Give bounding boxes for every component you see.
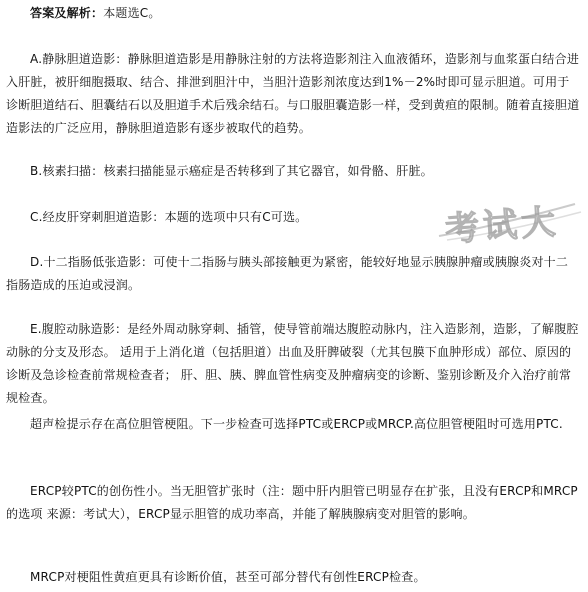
answer-text: 本题选C。: [103, 6, 161, 20]
paragraph-ultrasound: 超声检提示存在高位胆管梗阻。下一步检查可选择PTC或ERCP或MRCP.高位胆管梗阻时可选用PTC.: [30, 417, 563, 431]
paragraph-option-c: C.经皮肝穿刺胆道造影：本题的选项中只有C可选。: [30, 210, 308, 224]
answer-label: 答案及解析：: [30, 6, 104, 20]
paragraph-mrcp: MRCP对梗阻性黄疸更具有诊断价值，甚至可部分替代有创性ERCP检查。: [30, 570, 426, 584]
watermark-text: 考试大: [443, 202, 561, 250]
paragraph-option-d: D.十二指肠低张造影：可使十二指肠与胰头部接触更为紧密，能较好地显示胰腺肿瘤或胰腺炎对十二指肠造成的压迫或浸润。: [6, 255, 569, 292]
paragraph-option-a: A.静脉胆道造影：静脉胆道造影是用静脉注射的方法将造影剂注入血液循环，造影剂与血浆蛋白结合进入肝脏，被肝细胞摄取、结合、排泄到胆汁中，当胆汁造影剂浓度达到1%－2%时即可显示胆道。可用于诊断胆道结石、胆囊结石以及胆道手术后残余结石。与口服胆囊造影一样，受到黄疸的限制。随着直接胆道造影法的广泛应用，静脉胆道造影有逐步被取代的趋势。: [6, 52, 580, 135]
paragraph-ercp: ERCP较PTC的创伤性小。当无胆管扩张时（注：题中肝内胆管已明显存在扩张，且没有ERCP和MRCP的选项 来源：考试大），ERCP显示胆管的成功率高，并能了解胰腺病变对胆管的影响。: [6, 484, 578, 521]
answer-line: [6, 2, 580, 25]
paragraph-option-e: E.腹腔动脉造影：是经外周动脉穿刺、插管，使导管前端达腹腔动脉内，注入造影剂，造影，了解腹腔动脉的分支及形态。 适用于上消化道（包括胆道）出血及肝脾破裂（尤其包膜下血肿形成）部位、原因的诊断及急诊检查前常规检查者； 肝、胆、胰、脾血管性病变及肿瘤病变的诊断、鉴别诊断及介入治疗前常规检查。: [6, 322, 579, 405]
paragraph-option-b: B.核素扫描：核素扫描能显示癌症是否转移到了其它器官，如骨骼、肝脏。: [30, 164, 433, 178]
